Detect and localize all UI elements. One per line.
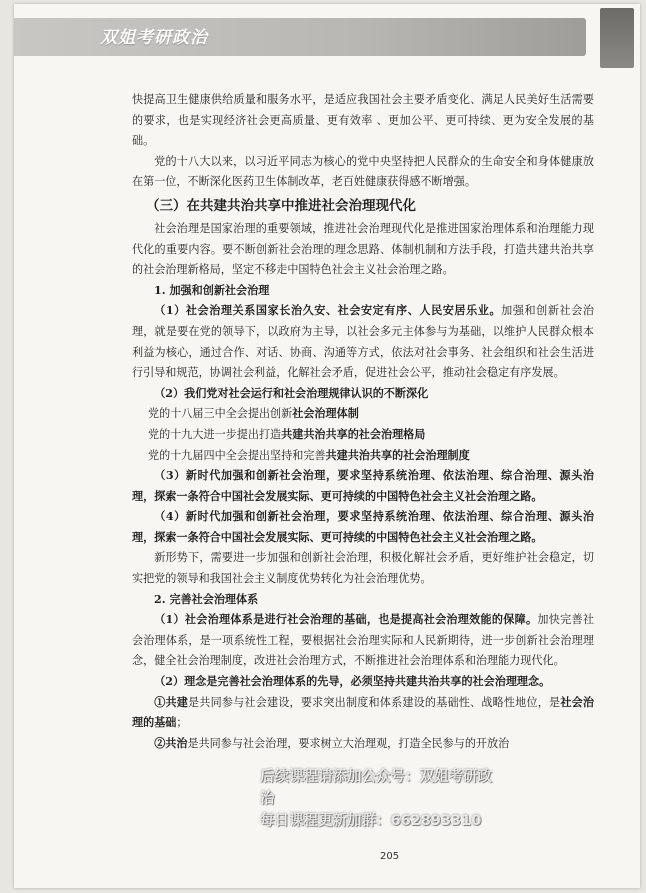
list-item-fourth-plenum bbox=[148, 446, 594, 467]
section-title: （三）在共建共治共享中推进社会治理现代化 bbox=[146, 197, 416, 214]
co-build-term: ①共建 bbox=[154, 695, 189, 709]
co-govern-text: 是共同参与社会治理，要求树立大治理观，打造全民参与的开放治 bbox=[187, 736, 510, 750]
co-build-emphasis: 社会治理的基础 bbox=[132, 695, 594, 730]
paragraph-system-point-1 bbox=[132, 610, 594, 672]
paragraph-new-situation: 新形势下，需要进一步加强和创新社会治理，积极化解社会矛盾，更好维护社会稳定，切实把党的领导和我国社会主义制度优势转化为社会治理优势。 bbox=[132, 551, 594, 586]
list-item-emphasis: 共建共治共享的社会治理制度 bbox=[325, 448, 470, 462]
corner-tab bbox=[600, 8, 634, 68]
list-item-emphasis: 共建共治共享的社会治理格局 bbox=[281, 427, 426, 441]
list-item-third-plenum bbox=[148, 404, 594, 425]
co-build-text: 是共同参与社会建设，要求突出制度和体系建设的基础性、战略性地位，是 bbox=[188, 695, 561, 709]
paragraph-point-4: （4）新时代加强和创新社会治理，要求坚持系统治理、依法治理、综合治理、源头治理，探索一条符合中国社会发展实际、更可持续的中国特色社会主义社会治理之路。 bbox=[132, 510, 594, 544]
paragraph-eighteenth-congress: 党的十八大以来，以习近平同志为核心的党中央坚持把人民群众的生命安全和身体健康放在第一位，不断深化医药卫生体制改革，老百姓健康获得感不断增强。 bbox=[132, 154, 594, 189]
paragraph-social-governance: 社会治理是国家治理的重要领域，推进社会治理现代化是推进国家治理体系和治理能力现代化的重要内容。要不断创新社会治理的理念思路、体制机制和方法手段，打造共建共治共享的社会治理新格局，坚定不移走中国特色社会主义社会治理之路。 bbox=[132, 221, 594, 277]
page-number: 205 bbox=[380, 851, 400, 862]
watermark-line-2: 每日课程更新加群：662893310 bbox=[260, 813, 482, 829]
paragraph-co-build bbox=[132, 693, 594, 734]
subheading-strengthen-innovate: 1. 加强和创新社会治理 bbox=[154, 283, 270, 297]
paragraph-health-supply: 快提高卫生健康供给质量和服务水平，是适应我国社会主要矛盾变化、满足人民美好生活需要的要求，也是实现经济社会更高质量、更有效率 、更加公平、更可持续、更为安全发展的基础。 bbox=[132, 93, 594, 148]
point-1-body: 加强和创新社会治理，就是要在党的领导下，以政府为主导，以社会多元主体参与为基础，以维护人民群众根本利益为核心，通过合作、对话、协商、沟通等方式，依法对社会事务、社会组织和社会生活进行引导和规范，协调社会利益，化解社会矛盾，促进社会公平，推动社会稳定有序发展。 bbox=[132, 304, 594, 380]
paragraph-point-1 bbox=[132, 301, 594, 383]
paragraph-point-2: （2）我们党对社会运行和社会治理规律认识的不断深化 bbox=[154, 386, 429, 400]
page-content bbox=[132, 90, 594, 754]
subheading-improve-system: 2. 完善社会治理体系 bbox=[154, 592, 259, 606]
watermark bbox=[260, 766, 500, 832]
list-item-emphasis: 社会治理体制 bbox=[292, 407, 359, 421]
book-page bbox=[14, 4, 640, 888]
system-point-1-lead: （1）社会治理体系是进行社会治理的基础，也是提高社会治理效能的保障。 bbox=[154, 613, 538, 627]
watermark-line-1: 后续课程请添加公众号：双姐考研政治 bbox=[260, 769, 492, 807]
paragraph-point-3: （3）新时代加强和创新社会治理，要求坚持系统治理、依法治理、综合治理、源头治理，探索一条符合中国社会发展实际、更可持续的中国特色社会主义社会治理之路。 bbox=[132, 469, 594, 503]
header-title: 双姐考研政治 bbox=[100, 28, 208, 48]
header-band bbox=[14, 18, 586, 56]
list-item-text: 党的十九届四中全会提出坚持和完善 bbox=[148, 448, 326, 462]
list-item-nineteenth-congress bbox=[148, 425, 594, 446]
list-item-text: 党的十八届三中全会提出创新 bbox=[148, 407, 293, 421]
paragraph-system-point-2: （2）理念是完善社会治理体系的先导，必须坚持共建共治共享的社会治理理念。 bbox=[154, 675, 551, 689]
list-item-text: 党的十九大进一步提出打造 bbox=[148, 427, 282, 441]
system-point-1-body: 加快完善社会治理体系，是一项系统性工程，要根据社会治理实际和人民新期待，进一步创新社会治理理念，健全社会治理制度，改进社会治理方式，不断推进社会治理体系和治理能力现代化。 bbox=[132, 613, 594, 668]
co-build-end: ； bbox=[176, 716, 188, 730]
co-govern-term: ②共治 bbox=[154, 736, 188, 750]
paragraph-co-govern bbox=[132, 734, 594, 755]
point-1-lead: （1）社会治理关系国家长治久安、社会安定有序、人民安居乐业。 bbox=[154, 304, 502, 318]
